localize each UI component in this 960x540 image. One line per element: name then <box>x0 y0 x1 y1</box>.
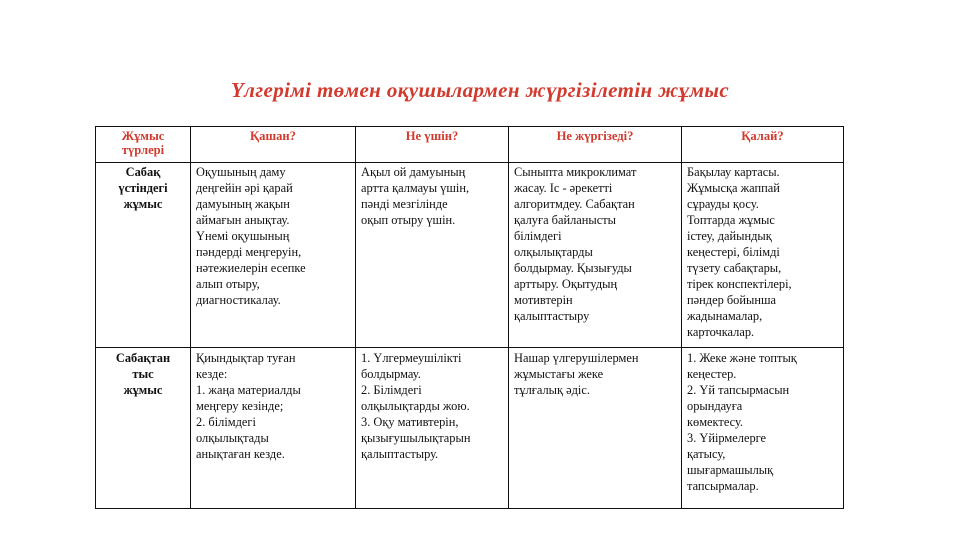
cell-line: орындауға <box>687 399 743 413</box>
cell-line: жұмыс <box>123 197 163 211</box>
table-cell <box>356 348 509 509</box>
cell-line: оқып отыру үшін. <box>361 213 456 227</box>
cell-line: Топтарда жұмыс <box>687 213 775 227</box>
cell-line: Бақылау картасы. <box>687 165 780 179</box>
cell-line: түзету сабақтары, <box>687 261 782 275</box>
cell-line: 2. білімдегі <box>196 415 256 429</box>
cell-line: аймағын анықтау. <box>196 213 290 227</box>
cell-line: шығармашылық <box>687 463 774 477</box>
table-cell <box>682 348 844 509</box>
table-row <box>96 348 844 509</box>
table-cell <box>509 348 682 509</box>
cell-line: пәнді мезгілінде <box>361 197 448 211</box>
cell-line: меңгеру кезінде; <box>196 399 284 413</box>
cell-line: Сыныпта микроклимат <box>514 165 637 179</box>
cell-line: 3. Оқу мативтерін, <box>361 415 459 429</box>
cell-line: Нашар үлгерушілермен <box>514 351 639 365</box>
cell-line: кеңестер. <box>687 367 737 381</box>
cell-line: 2. Үй тапсырмасын <box>687 383 790 397</box>
cell-line: олқылықтарды <box>514 245 593 259</box>
table-row <box>96 163 844 348</box>
table-cell <box>509 163 682 348</box>
cell-line: қызығушылықтарын <box>361 431 471 445</box>
cell-line: жұмыс <box>123 383 163 397</box>
header-work-types: Жұмыс түрлері <box>96 127 191 163</box>
header-why: Не үшін? <box>356 127 509 163</box>
cell-line: пәндер бойынша <box>687 293 776 307</box>
cell-line: тапсырмалар. <box>687 479 759 493</box>
cell-line: алгоритмдеу. Сабақтан <box>514 197 635 211</box>
header-row <box>96 127 844 163</box>
cell-line: нәтежиелерін есепке <box>196 261 306 275</box>
table-cell <box>191 163 356 348</box>
cell-line: деңгейін әрі қарай <box>196 181 293 195</box>
table-cell <box>191 348 356 509</box>
cell-line: 1. Үлгермеушілікті <box>361 351 462 365</box>
table-cell <box>356 163 509 348</box>
cell-line: диагностикалау. <box>196 293 281 307</box>
row-label <box>96 163 191 348</box>
cell-line: 2. Білімдегі <box>361 383 422 397</box>
cell-line: білімдегі <box>514 229 562 243</box>
cell-line: кеңестері, білімді <box>687 245 780 259</box>
cell-line: сұрауды қосу. <box>687 197 759 211</box>
cell-line: 1. Жеке және топтық <box>687 351 797 365</box>
cell-line: мотивтерін <box>514 293 573 307</box>
cell-line: пәндерді меңгеруін, <box>196 245 302 259</box>
cell-line: 1. жаңа материалды <box>196 383 301 397</box>
cell-line: дамуының жақын <box>196 197 290 211</box>
cell-line: жұмыстағы жеке <box>514 367 604 381</box>
cell-line: олқылықтарды жою. <box>361 399 470 413</box>
cell-line: жадынамалар, <box>687 309 763 323</box>
cell-line: Оқушының даму <box>196 165 286 179</box>
cell-line: қалуға байланысты <box>514 213 616 227</box>
cell-line: карточкалар. <box>687 325 755 339</box>
cell-line: Жұмысқа жаппай <box>687 181 780 195</box>
cell-line: қалыптастыру. <box>361 447 439 461</box>
cell-line: 3. Үйірмелерге <box>687 431 767 445</box>
cell-line: қатысу, <box>687 447 726 461</box>
table-cell <box>682 163 844 348</box>
cell-line: арттыру. Оқытудың <box>514 277 618 291</box>
cell-line: тыс <box>132 367 154 381</box>
cell-line: Үнемі оқушының <box>196 229 290 243</box>
cell-line: кезде: <box>196 367 228 381</box>
cell-line: тірек конспектілері, <box>687 277 792 291</box>
cell-line: тұлғалық әдіс. <box>514 383 590 397</box>
cell-line: болдырмау. Қызығуды <box>514 261 632 275</box>
header-what-conducted: Не жүргізеді? <box>509 127 682 163</box>
cell-line: артта қалмауы үшін, <box>361 181 470 195</box>
cell-line: Ақыл ой дамуының <box>361 165 466 179</box>
cell-line: Сабақтан <box>115 351 171 365</box>
cell-line: жасау. Іс - әрекетті <box>514 181 613 195</box>
cell-line: Қиындықтар туған <box>196 351 296 365</box>
cell-line: істеу, дайындық <box>687 229 772 243</box>
cell-line: қалыптастыру <box>514 309 590 323</box>
work-table <box>95 126 844 509</box>
row-label <box>96 348 191 509</box>
page-title: Үлгерімі төмен оқушылармен жүргізілетін жұмыс <box>230 78 730 102</box>
header-how: Қалай? <box>682 127 844 163</box>
cell-line: көмектесу. <box>687 415 744 429</box>
cell-line: анықтаған кезде. <box>196 447 285 461</box>
cell-line: болдырмау. <box>361 367 421 381</box>
header-when: Қашан? <box>191 127 356 163</box>
cell-line: олқылықтады <box>196 431 269 445</box>
cell-line: Сабақ <box>125 165 161 179</box>
cell-line: алып отыру, <box>196 277 260 291</box>
cell-line: үстіндегі <box>118 181 168 195</box>
